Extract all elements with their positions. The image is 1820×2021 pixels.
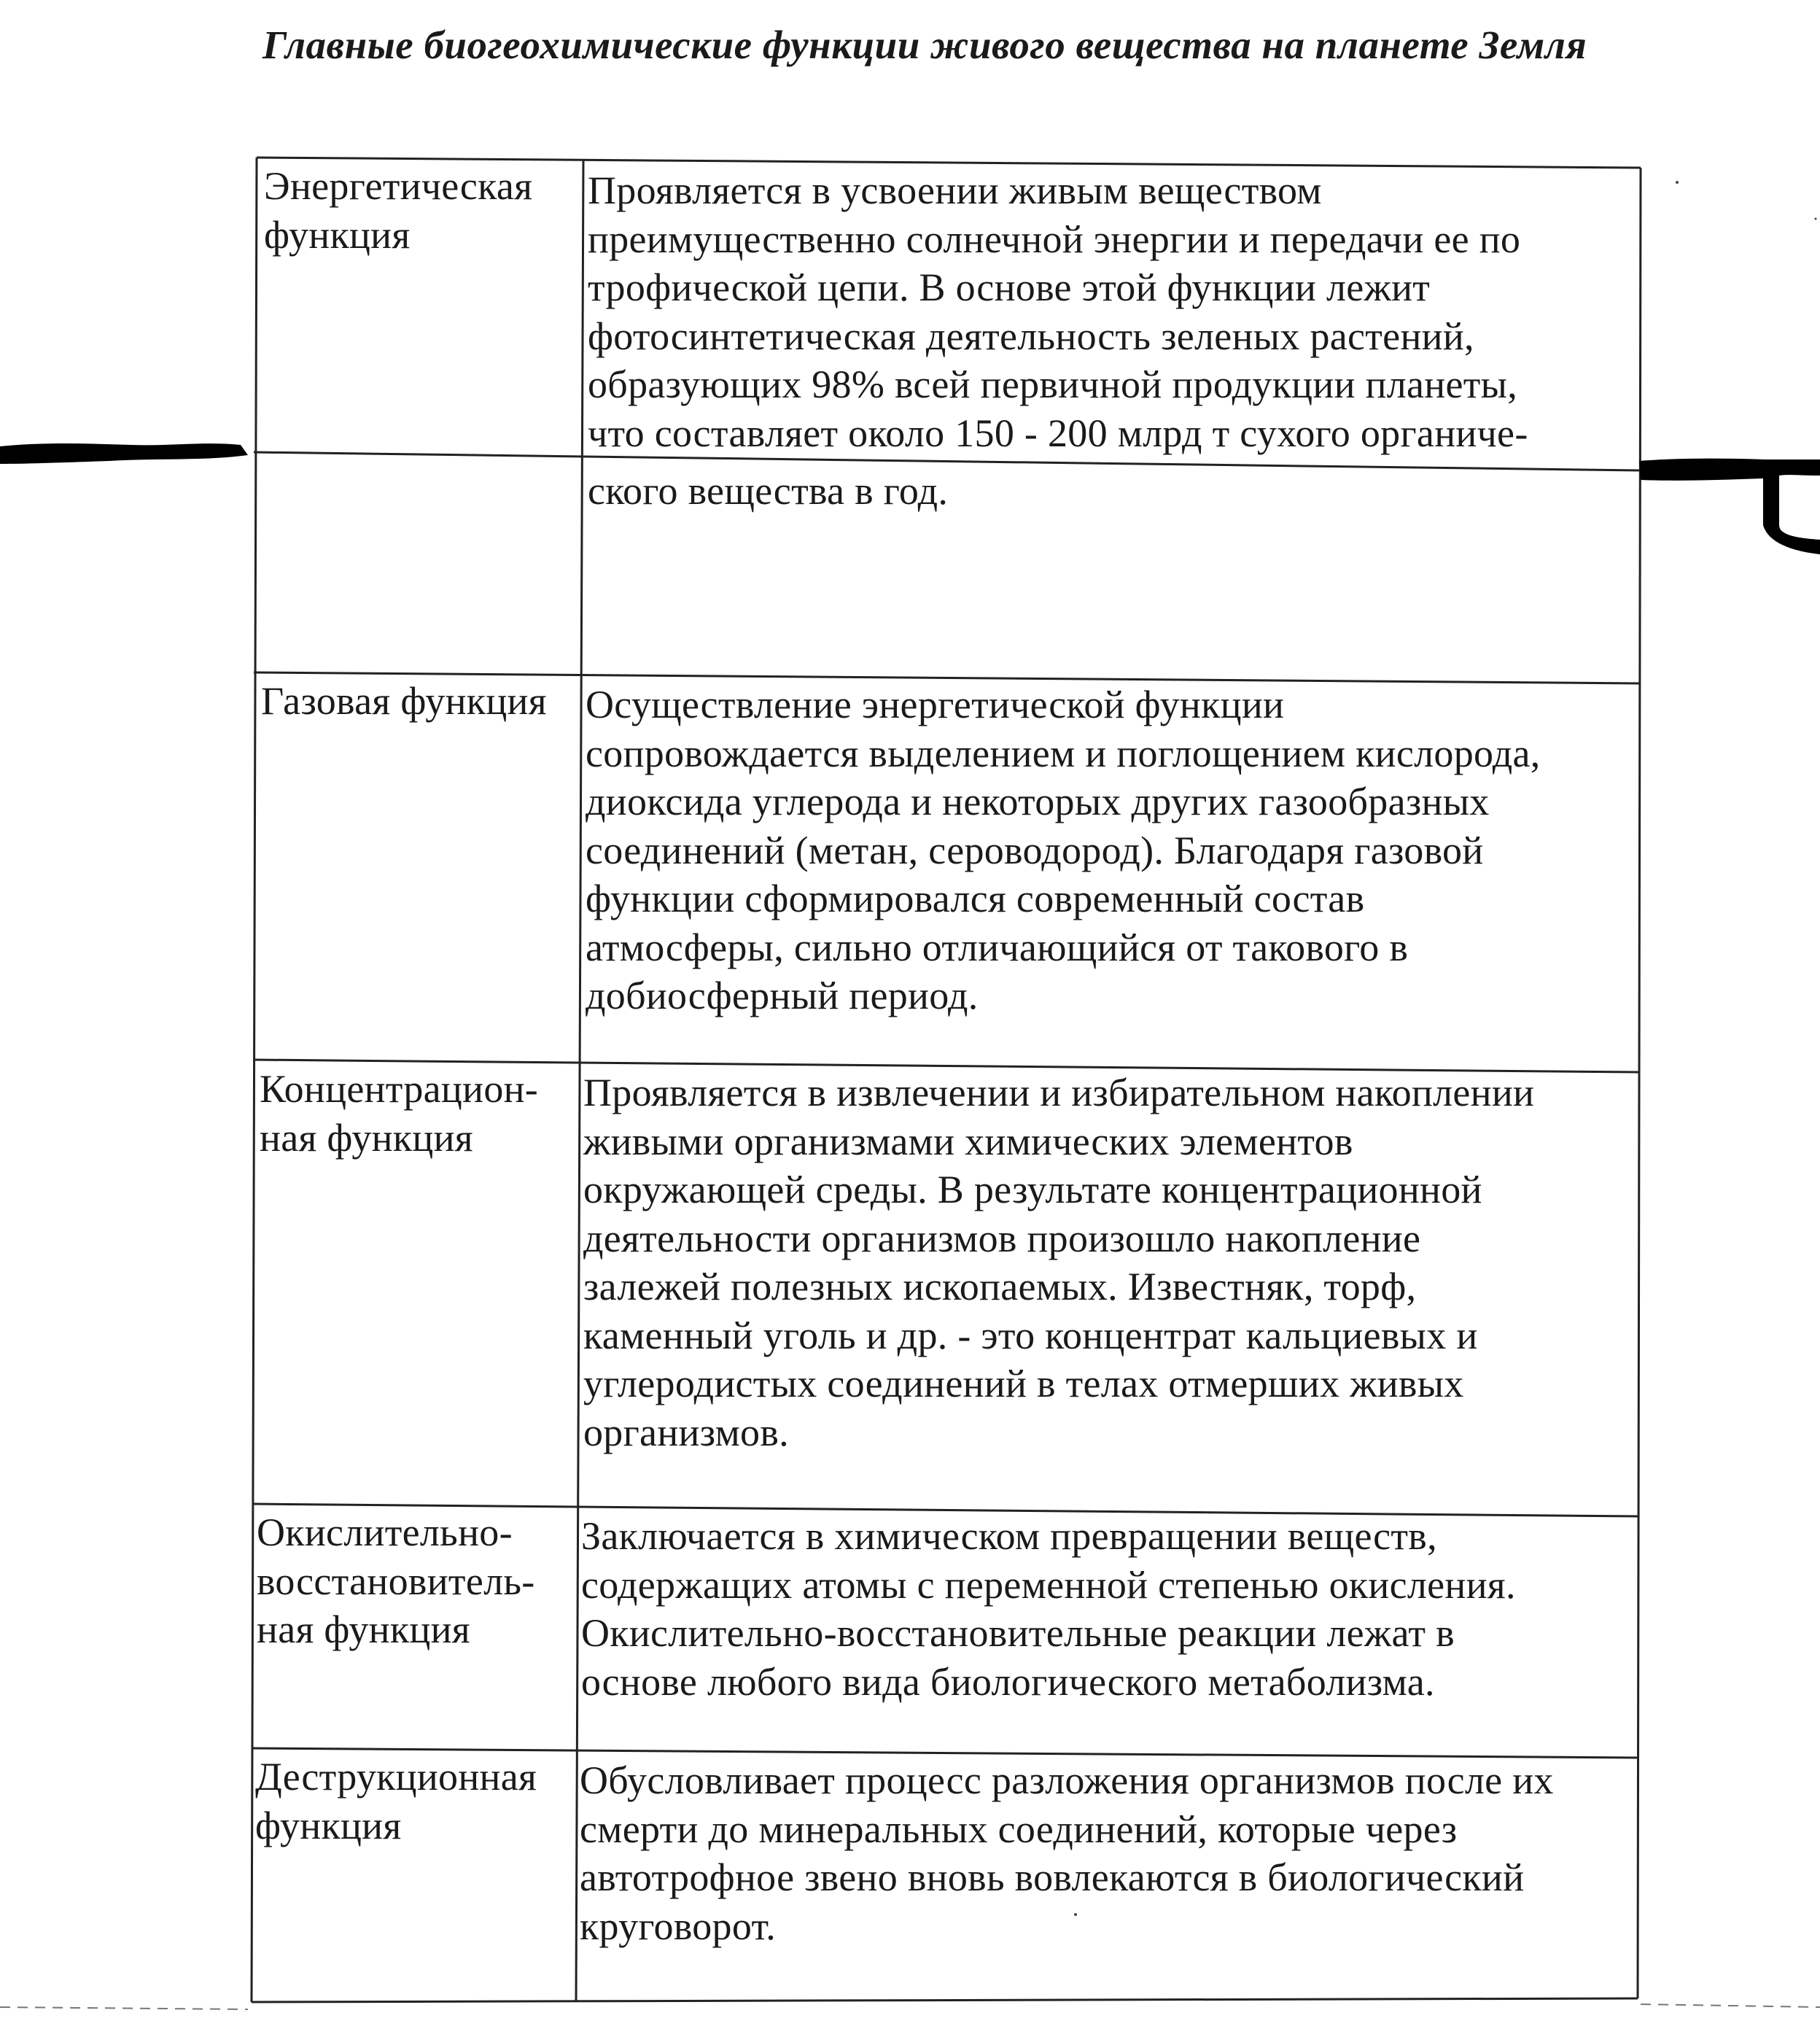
scan-edge-line [1641,2004,1820,2007]
function-name-concentration: Концентрацион- ная функция [260,1067,539,1160]
function-name-energy: Энергетическая функция [264,164,533,257]
marker-stroke-right [1639,459,1820,554]
function-name-redox: Окислительно- восстановитель- ная функция [257,1510,535,1651]
marker-stroke-left [0,443,248,464]
function-description-redox: Заключается в химическом превращении веществ, содержащих атомы с переменной степенью окисления. Окислительно-восстановительные реакции лежат в основе любого вида биологического метаболизма. [581,1514,1516,1704]
function-description-destruction: Обусловливает процесс разложения организмов после их смерти до минеральных соединений, которые через автотрофное звено вновь вовлекаются в биологический круговорот. [580,1758,1554,1948]
function-name-gas: Газовая функция [261,679,547,723]
function-description-energy: Проявляется в усвоении живым веществом преимущественно солнечной энергии и передачи ее по трофической цепи. В основе этой функции лежит фотосинтетическая деятельность зеленых растений, образующих 98% всей первичной продукции планеты, что составляет около 150 - 200 млрд т сухого органиче- [588,168,1528,455]
scan-speck [1676,181,1679,184]
column-divider [576,159,583,2001]
table-bottom-border [252,1998,1638,2002]
function-description-gas: Осуществление энергетической функции сопровождается выделением и поглощением кислорода, диоксида углерода и некоторых других газообразных соединений (метан, сероводород). Благодаря газовой функции сформировался современный состав атмосферы, сильно отличающийся от такового в добиосферный период. [586,683,1541,1017]
page-title: Главные биогеохимические функции живого вещества на планете Земля [262,23,1587,67]
function-description-concentration: Проявляется в извлечении и избирательном накоплении живыми организмами химических элементов окружающей среды. В результате концентрационной деятельности организмов произошло накопление залежей полезных ископаемых. Известняк, торф, каменный уголь и др. - это концентрат кальциевых и углеродистых соединений в телах отмерших живых организмов. [583,1071,1535,1454]
table-left-border [252,158,257,2002]
table-right-border [1638,168,1641,1998]
scan-speck [1815,218,1817,220]
function-description-energy-continued: ского вещества в год. [588,469,949,513]
scan-edge-line [0,2007,248,2009]
function-name-destruction: Деструкционная функция [255,1755,537,1847]
